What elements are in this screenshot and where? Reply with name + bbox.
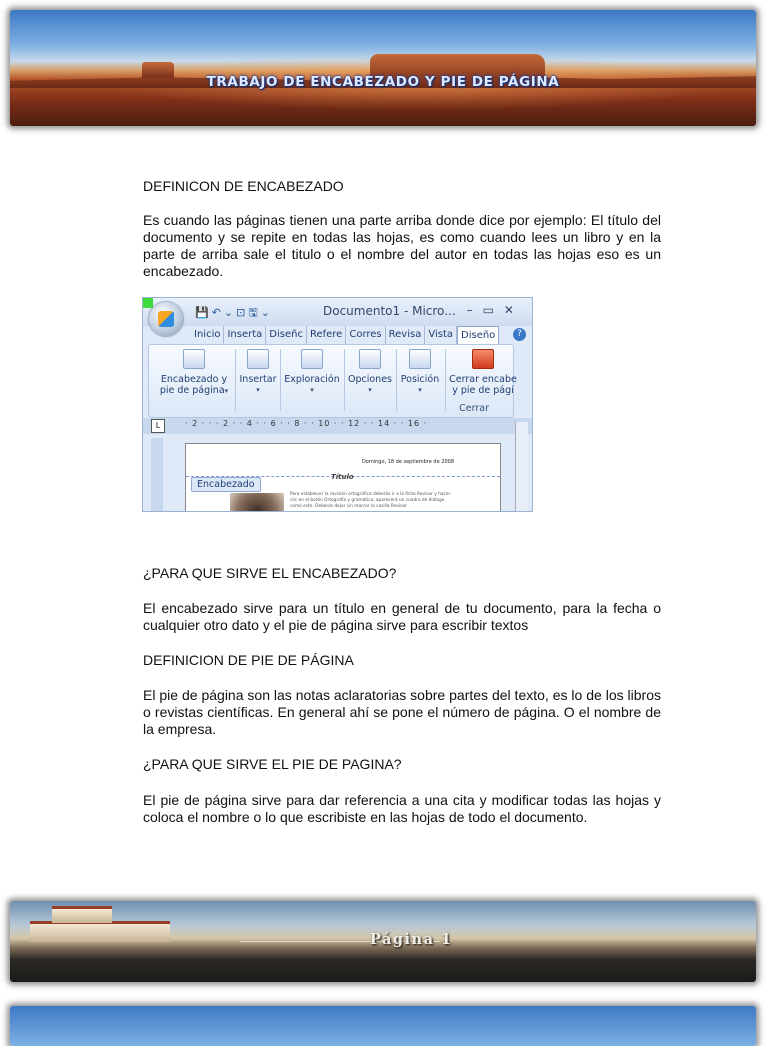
- ribbon-button-label: y pie de pági: [452, 385, 514, 396]
- ribbon-button-label: Insertar: [239, 374, 277, 385]
- ruler-numbers: · 2 · · · 2 · · 4 · · 6 · · 8 · · 10 · · 12 · · 14 · · 16 ·: [185, 419, 428, 428]
- ribbon-button-label: Exploración: [284, 374, 340, 385]
- house-upper-shape: [52, 906, 112, 923]
- next-page-header-banner: [10, 1006, 756, 1046]
- position-icon: [409, 349, 431, 369]
- ribbon-separator: [235, 349, 236, 411]
- window-controls-icons: –▭✕: [466, 303, 524, 317]
- section-text-definicion-pie: El pie de página son las notas aclaratorias sobre partes del texto, es lo de los libros o revistas científicas. En general ahí se pone el número de página. O el nombre de la empresa.: [143, 687, 661, 737]
- ribbon-button-opciones: Opciones ▾: [345, 349, 395, 396]
- ribbon-tab: Diseñc: [266, 326, 307, 344]
- ribbon-button-label: Opciones: [348, 374, 392, 385]
- quick-access-toolbar-icons: 💾↶⌄⊡🖫⌄: [195, 306, 273, 319]
- help-icon: ?: [513, 328, 526, 341]
- document-photo: [230, 493, 284, 512]
- footer-page-number: Página 1: [370, 931, 453, 948]
- ribbon-group-label: Cerrar: [459, 403, 489, 414]
- vertical-ruler: [151, 438, 163, 511]
- document-body-text: Para establecer la revisión ortográfica deberás ir a la ficha Revisar y hacer clic en el botón Ortografía y gramática, aparecerá un cuadro de diálogo como este. Deberás dejar sin marcar la casilla Revisar: [290, 492, 451, 509]
- section-heading-definicion-encabezado: DEFINICON DE ENCABEZADO: [143, 178, 344, 194]
- tab-selector-icon: L: [151, 419, 165, 433]
- ribbon-tab: Vista: [425, 326, 457, 344]
- office-button-icon: [149, 302, 183, 336]
- header-banner: [10, 10, 756, 126]
- close-header-footer-icon: [472, 349, 494, 369]
- ribbon-button-label: Posición: [400, 374, 440, 385]
- ribbon-tab: Refere: [307, 326, 346, 344]
- ribbon-tab-active: Diseño: [457, 326, 499, 344]
- house-shape: [30, 921, 170, 942]
- insert-icon: [247, 349, 269, 369]
- ribbon-separator: [445, 349, 446, 411]
- ribbon-button-exploracion: Exploración ▾: [281, 349, 343, 396]
- ribbon-button-encabezado: Encabezado y pie de página▾: [155, 349, 233, 397]
- section-text-para-que-encabezado: El encabezado sirve para un título en general de tu documento, para la fecha o cualquier otro dato y el pie de página sirve para escribir textos: [143, 600, 661, 633]
- ribbon-button-label: Cerrar encabe: [449, 374, 517, 385]
- ribbon-tab: Corres: [346, 326, 385, 344]
- ribbon-button-cerrar: [447, 349, 519, 396]
- navigation-icon: [301, 349, 323, 369]
- header-title: TRABAJO DE ENCABEZADO Y PIE DE PÁGINA: [206, 74, 560, 90]
- vertical-scrollbar: [515, 422, 528, 511]
- ribbon-tab: Inserta: [224, 326, 266, 344]
- section-text-definicion-encabezado: Es cuando las páginas tienen una parte arriba donde dice por ejemplo: El título del documento y se repite en todas las hojas, es como cuando lees un libro y en la parte de arriba sale el titulo o el nombre del autor en todas las hojas eso es un encabezado.: [143, 212, 661, 279]
- header-footer-icon: [183, 349, 205, 369]
- ribbon-button-label: pie de página: [159, 385, 225, 396]
- ribbon-tabs: [191, 326, 499, 344]
- ribbon-tab: Revisa: [386, 326, 426, 344]
- green-corner: [143, 298, 153, 308]
- section-heading-para-que-pie: ¿PARA QUE SIRVE EL PIE DE PAGINA?: [143, 756, 402, 772]
- word-window-title: Documento1 - Micro...: [323, 304, 456, 318]
- horizontal-ruler: [143, 418, 532, 434]
- header-date: Domingo, 18 de septiembre de 2008: [361, 459, 454, 465]
- ribbon-button-insertar: Insertar ▾: [237, 349, 279, 396]
- ribbon-button-label: Encabezado y: [160, 374, 228, 385]
- section-heading-definicion-pie: DEFINICION DE PIE DE PÁGINA: [143, 652, 354, 668]
- section-text-para-que-pie: El pie de página sirve para dar referencia a una cita y modificar todas las hojas y coloca el nombre o lo que escribiste en las hojas de todo el documento.: [143, 792, 661, 825]
- ribbon-panel: [148, 344, 517, 418]
- ribbon-tab: Inicio: [191, 326, 224, 344]
- document-title: Título: [331, 473, 354, 481]
- section-heading-para-que-encabezado: ¿PARA QUE SIRVE EL ENCABEZADO?: [143, 565, 397, 581]
- word-screenshot: [142, 297, 533, 512]
- office-logo-icon: [158, 311, 174, 327]
- document-page: [185, 443, 501, 512]
- header-tag: Encabezado: [191, 477, 261, 492]
- ribbon-button-posicion: Posición ▾: [397, 349, 443, 396]
- options-icon: [359, 349, 381, 369]
- footer-banner: [10, 901, 756, 982]
